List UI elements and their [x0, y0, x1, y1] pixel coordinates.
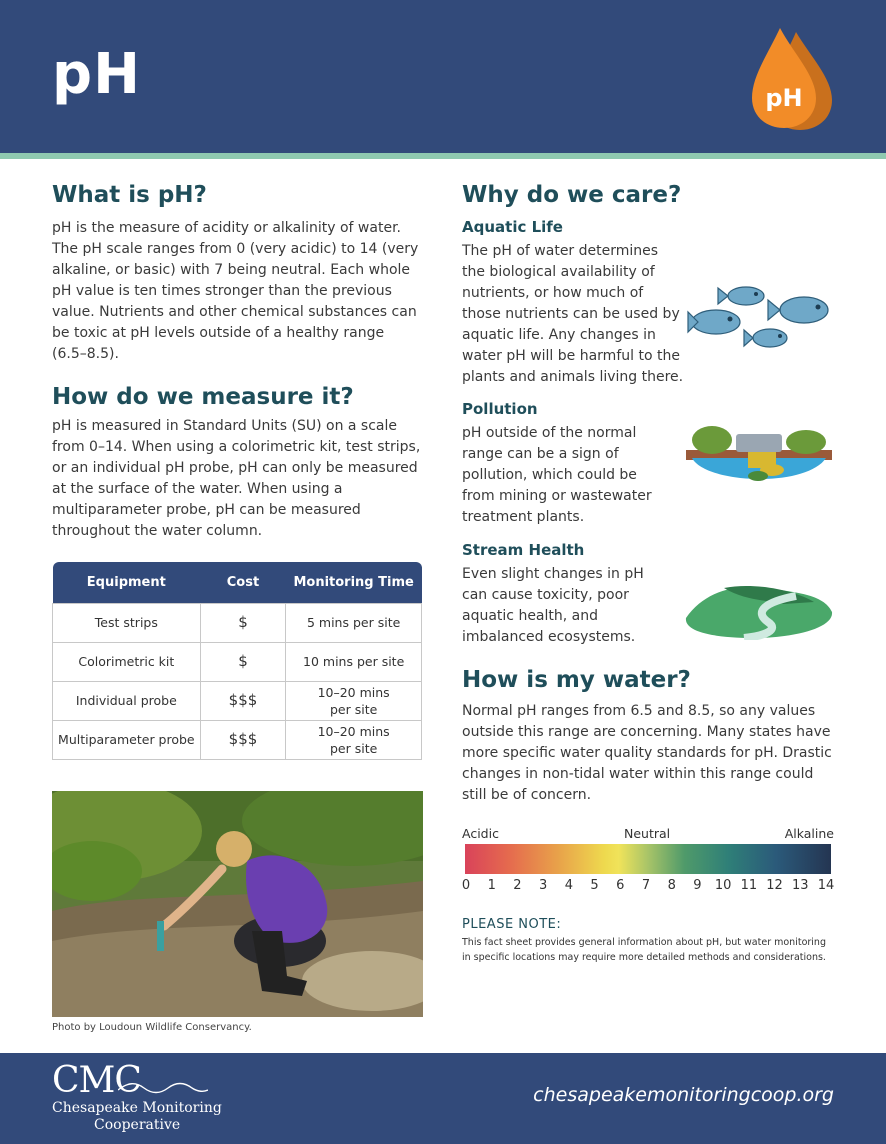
- page-title: pH: [52, 42, 141, 107]
- table-row: [53, 642, 422, 681]
- ph-scale-bar: [465, 844, 831, 874]
- table-cell-equipment: Individual probe: [53, 681, 201, 720]
- cmc-logo: CMC: [52, 1060, 141, 1101]
- scale-label-alkaline: Alkaline: [784, 826, 834, 841]
- table-cell-time: 10–20 mins per site: [286, 720, 422, 759]
- logo-wave-icon: [118, 1078, 208, 1098]
- how-is-water-text: Normal pH ranges from 6.5 and 8.5, so any values outside this range are concerning. Many states have more specific water quality standards for pH. Drastic changes in non-tidal water within this range could still be of concern.: [462, 703, 832, 803]
- scale-number: 14: [817, 878, 835, 893]
- aquatic-life-text: The pH of water determines the biological availability of nutrients, or how much of those nutrients can be used by aquatic life. Any changes in water pH will be harmful to the plants and animals living there.: [462, 243, 684, 385]
- scale-number: 4: [564, 878, 573, 893]
- fish-icon: [686, 282, 838, 352]
- scale-number: 6: [616, 878, 625, 893]
- what-is-ph-heading: What is pH?: [52, 182, 207, 208]
- why-care-heading: Why do we care?: [462, 182, 682, 208]
- scale-number: 2: [513, 878, 522, 893]
- ph-drop-icon: [740, 26, 836, 132]
- scale-number: 10: [714, 878, 732, 893]
- how-measure-heading: How do we measure it?: [52, 384, 354, 410]
- equipment-table: [52, 562, 422, 760]
- how-measure-text: pH is measured in Standard Units (SU) on a scale from 0–14. When using a colorimetric kit, test strips, or an individual pH probe, pH can only be measured at the surface of the water. When using a multiparameter probe, pH can be measured throughout the water column.: [52, 418, 421, 539]
- scale-label-neutral: Neutral: [624, 826, 671, 841]
- table-cell-cost: $$$: [200, 720, 286, 759]
- stream-health-text: Even slight changes in pH can cause toxicity, poor aquatic health, and imbalanced ecosystems.: [462, 566, 644, 645]
- ph-scale-numbers: [458, 878, 838, 896]
- scale-label-acidic: Acidic: [462, 826, 499, 841]
- drop-label: pH: [765, 84, 803, 112]
- header-stripe: [0, 153, 886, 159]
- table-cell-time: 5 mins per site: [286, 603, 422, 642]
- table-row: [53, 603, 422, 642]
- logo-line-2: Cooperative: [94, 1117, 181, 1133]
- photo-caption: Photo by Loudoun Wildlife Conservancy.: [52, 1022, 252, 1033]
- ph-scale-labels: [462, 826, 834, 842]
- scale-number: 11: [740, 878, 758, 893]
- table-header-equipment: Equipment: [53, 562, 201, 603]
- pollution-heading: Pollution: [462, 400, 538, 418]
- aquatic-life-heading: Aquatic Life: [462, 218, 563, 236]
- stream-landscape-icon: [684, 582, 834, 640]
- stream-health-heading: Stream Health: [462, 541, 585, 559]
- website-link[interactable]: chesapeakemonitoringcoop.org: [533, 1084, 834, 1106]
- table-cell-equipment: Multiparameter probe: [53, 720, 201, 759]
- field-photo: [52, 791, 423, 1017]
- note-title: PLEASE NOTE:: [462, 917, 562, 932]
- table-row: [53, 681, 422, 720]
- scale-number: 5: [590, 878, 599, 893]
- table-cell-cost: $: [200, 603, 286, 642]
- how-is-water-heading: How is my water?: [462, 667, 691, 693]
- pollution-text: pH outside of the normal range can be a sign of pollution, which could be from mining or wastewater treatment plants.: [462, 425, 652, 525]
- scale-number: 3: [539, 878, 548, 893]
- table-cell-time: 10–20 mins per site: [286, 681, 422, 720]
- table-cell-cost: $$$: [200, 681, 286, 720]
- table-cell-cost: $: [200, 642, 286, 681]
- table-cell-time: 10 mins per site: [286, 642, 422, 681]
- table-cell-equipment: Colorimetric kit: [53, 642, 201, 681]
- logo-line-1: Chesapeake Monitoring: [52, 1100, 222, 1116]
- table-cell-equipment: Test strips: [53, 603, 201, 642]
- table-header-cost: Cost: [200, 562, 286, 603]
- scale-number: 1: [487, 878, 496, 893]
- table-row: [53, 720, 422, 759]
- pollution-pipe-icon: [686, 424, 834, 484]
- scale-number: 0: [461, 878, 471, 893]
- table-header-time: Monitoring Time: [286, 562, 422, 603]
- scale-number: 8: [667, 878, 676, 893]
- note-text: This fact sheet provides general information about pH, but water monitoring in specific locations may require more detailed methods and considerations.: [462, 937, 826, 963]
- table-header-row: [53, 562, 422, 603]
- scale-number: 9: [693, 878, 702, 893]
- scale-number: 7: [641, 878, 651, 893]
- scale-number: 13: [792, 878, 809, 893]
- what-is-ph-text: pH is the measure of acidity or alkalinity of water. The pH scale ranges from 0 (very acidic) to 14 (very alkaline, or basic) with 7 being neutral. Each whole pH value is ten times stronger than the previous value. Nutrients and other chemical substances can be toxic at pH levels outside of a healthy range (6.5–8.5).: [52, 220, 419, 362]
- scale-number: 12: [766, 878, 783, 893]
